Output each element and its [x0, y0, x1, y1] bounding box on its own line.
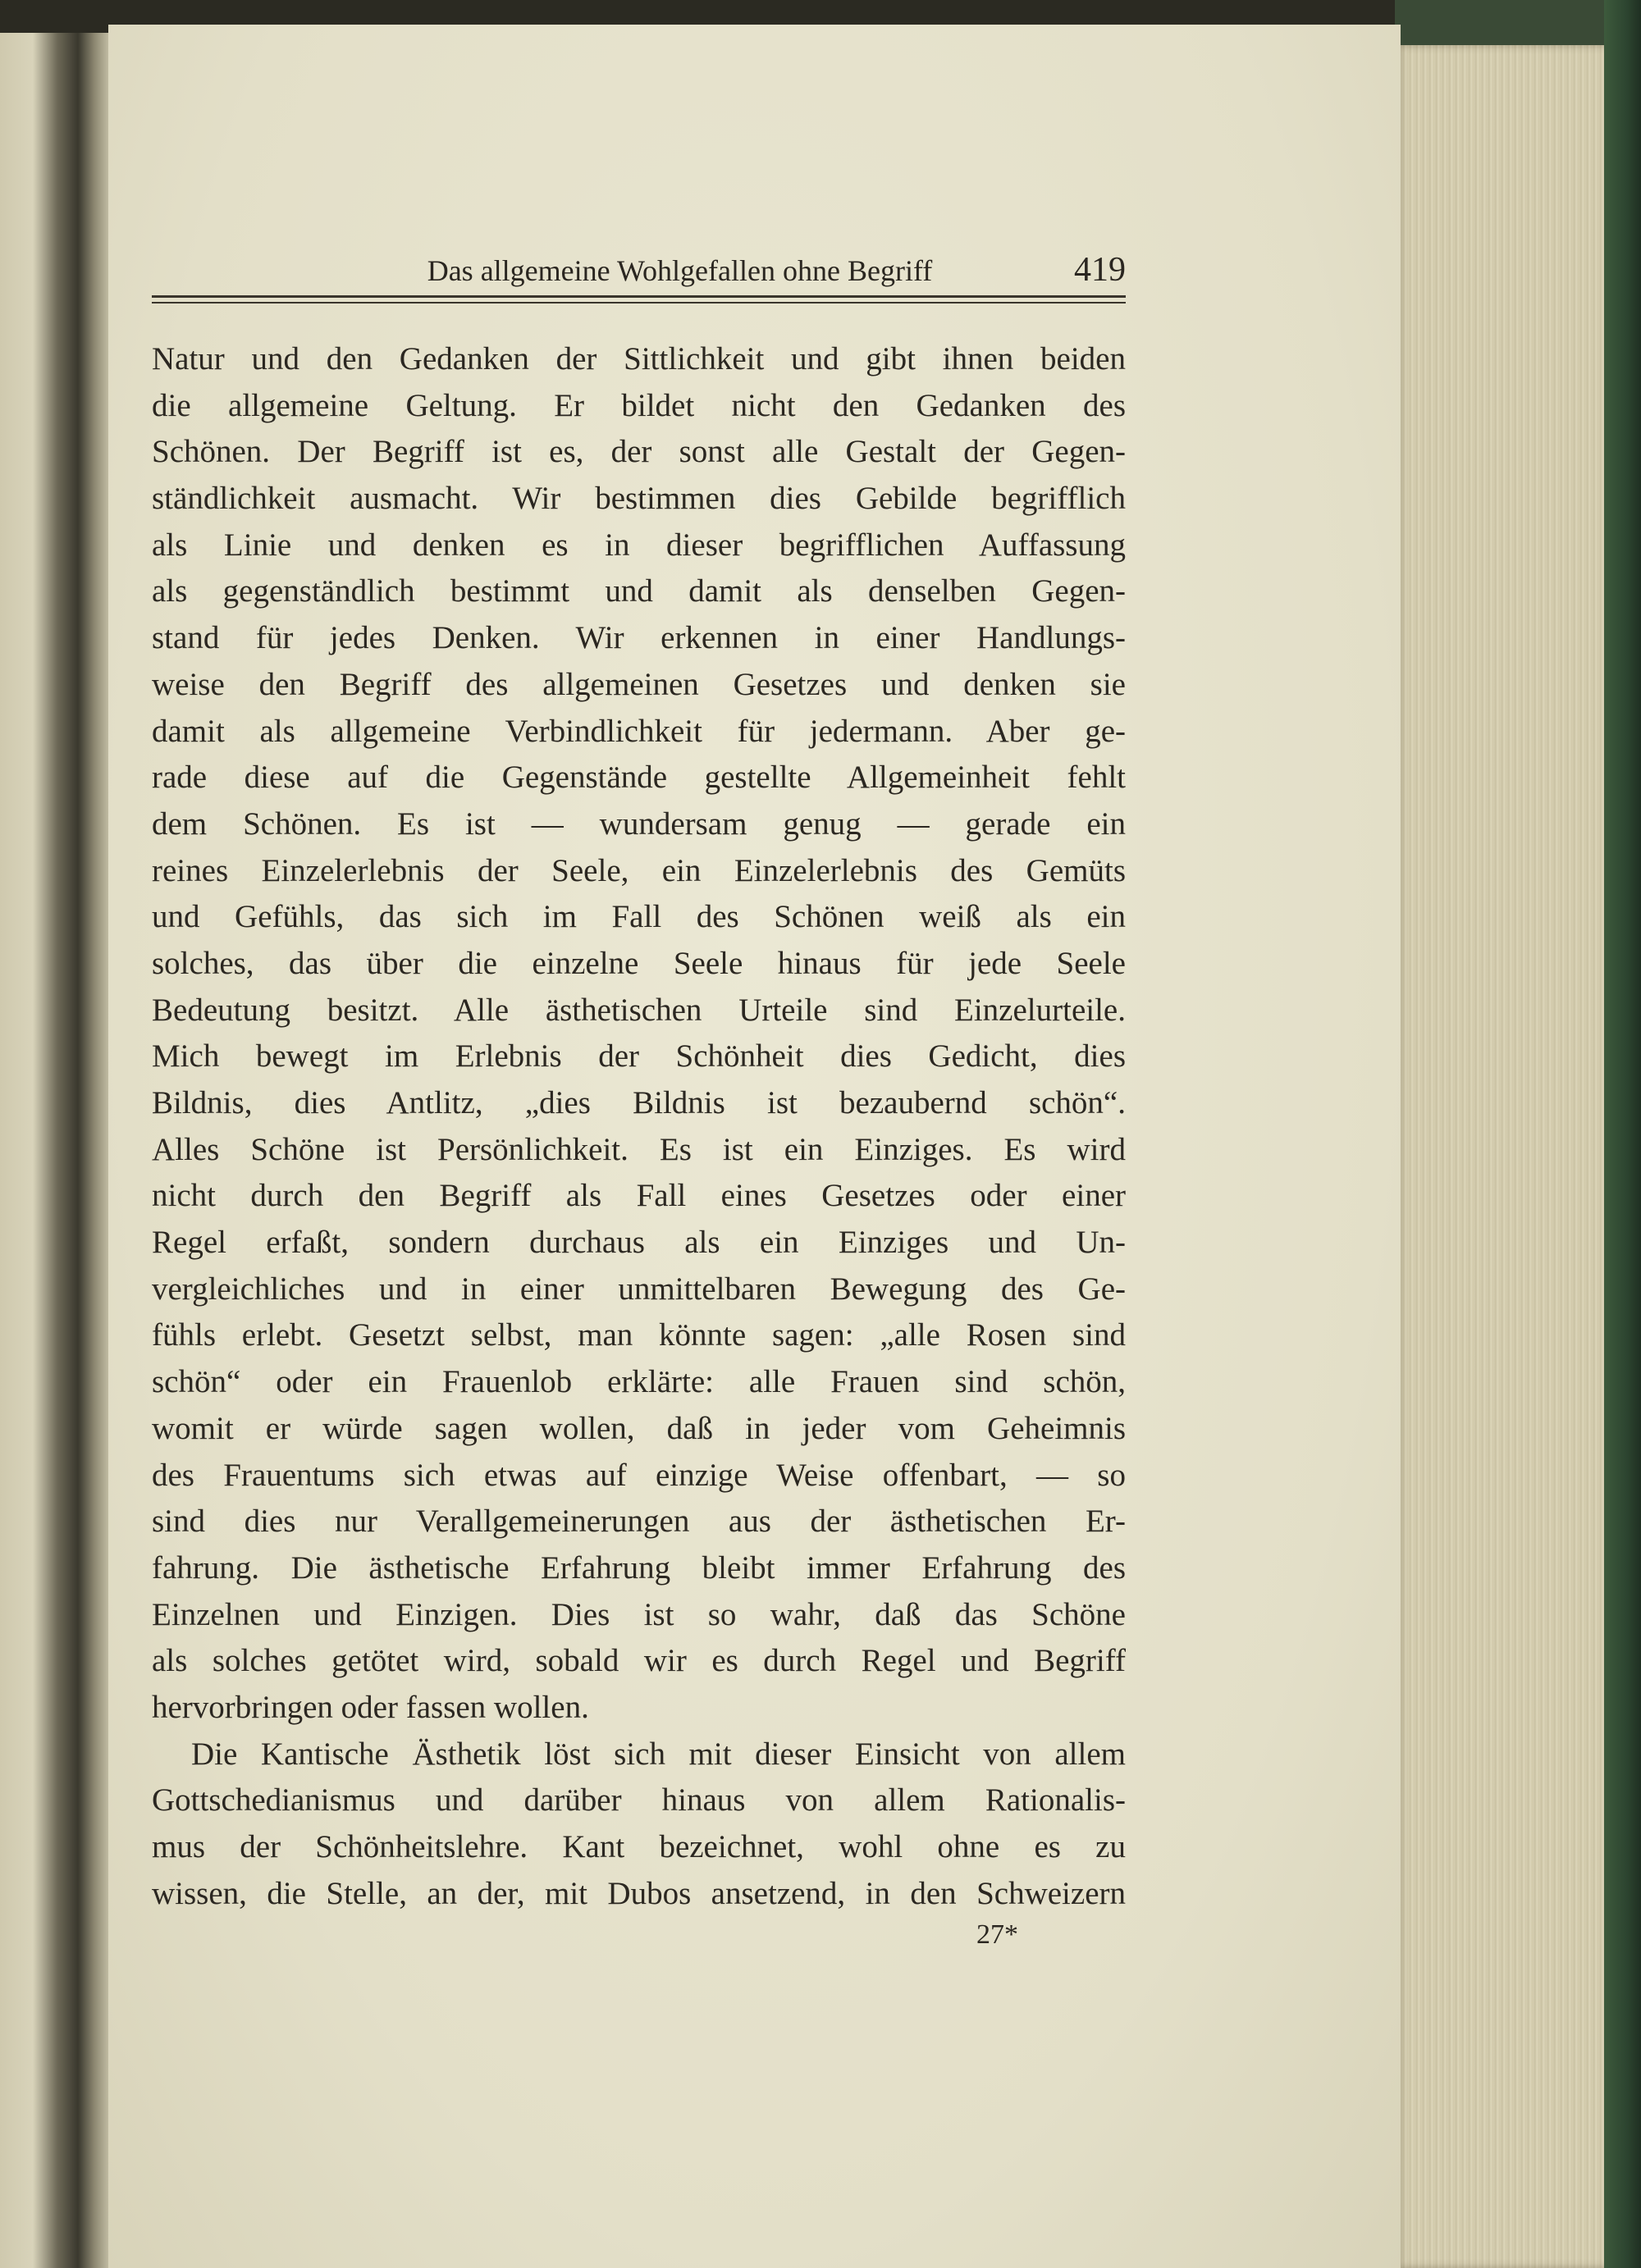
text-line: als solches getötet wird, sobald wir es durch Regel und Begriff: [152, 1643, 1126, 1679]
text-line: nicht durch den Begriff als Fall eines Gesetzes oder einer: [152, 1178, 1126, 1214]
header-rule-top: [152, 295, 1126, 298]
text-line: schön“ oder ein Frauenlob erklärte: alle Frauen sind schön,: [152, 1364, 1126, 1400]
header-rule-bottom: [152, 302, 1126, 303]
text-line: Natur und den Gedanken der Sittlichkeit und gibt ihnen beiden: [152, 341, 1126, 376]
text-line: Die Kantische Ästhetik löst sich mit dieser Einsicht von allem: [191, 1736, 1126, 1772]
signature-mark: 27*: [976, 1919, 1018, 1950]
text-line: fühls erlebt. Gesetzt selbst, man könnte sagen: „alle Rosen sind: [152, 1317, 1126, 1353]
text-line: stand für jedes Denken. Wir erkennen in einer Handlungs-: [152, 620, 1126, 656]
text-line: wissen, die Stelle, an der, mit Dubos ansetzend, in den Schweizern: [152, 1875, 1126, 1911]
text-line: dem Schönen. Es ist — wundersam genug — gerade ein: [152, 805, 1126, 842]
page-header: [152, 250, 1126, 291]
text-line: des Frauentums sich etwas auf einzige Weise offenbart, — so: [152, 1457, 1126, 1493]
page-block-edges: [1395, 45, 1607, 2268]
text-line: damit als allgemeine Verbindlichkeit für jedermann. Aber ge-: [152, 713, 1126, 749]
text-line: fahrung. Die ästhetische Erfahrung bleibt immer Erfahrung des: [152, 1549, 1126, 1586]
book-cover: [1604, 0, 1641, 2268]
text-line: Schönen. Der Begriff ist es, der sonst alle Gestalt der Gegen-: [152, 434, 1126, 470]
text-line: Regel erfaßt, sondern durchaus als ein Einziges und Un-: [152, 1225, 1126, 1261]
text-line: vergleichliches und in einer unmittelbaren Bewegung des Ge-: [152, 1271, 1126, 1307]
text-line: solches, das über die einzelne Seele hinaus für jede Seele: [152, 945, 1126, 981]
text-line: als gegenständlich bestimmt und damit als denselben Gegen-: [152, 573, 1126, 609]
facing-page-edge: [0, 33, 111, 2268]
text-line: Bildnis, dies Antlitz, „dies Bildnis ist bezaubernd schön“.: [152, 1085, 1126, 1120]
text-line: reines Einzelerlebnis der Seele, ein Einzelerlebnis des Gemüts: [152, 852, 1126, 888]
text-line: und Gefühls, das sich im Fall des Schönen weiß als ein: [152, 899, 1126, 935]
text-line: als Linie und denken es in dieser begrifflichen Auffassung: [152, 527, 1126, 563]
body-text: [152, 336, 1126, 1917]
page-number: 419: [1074, 251, 1126, 289]
text-line: hervorbringen oder fassen wollen.: [152, 1689, 589, 1725]
text-line: womit er würde sagen wollen, daß in jeder vom Geheimnis: [152, 1410, 1126, 1446]
text-line: ständlichkeit ausmacht. Wir bestimmen dies Gebilde begrifflich: [152, 481, 1126, 517]
text-line: Bedeutung besitzt. Alle ästhetischen Urteile sind Einzelurteile.: [152, 992, 1126, 1028]
text-line: mus der Schönheitslehre. Kant bezeichnet, wohl ohne es zu: [152, 1829, 1126, 1864]
text-line: sind dies nur Verallgemeinerungen aus der ästhetischen Er-: [152, 1504, 1126, 1540]
text-line: rade diese auf die Gegenstände gestellte Allgemeinheit fehlt: [152, 760, 1126, 796]
text-line: die allgemeine Geltung. Er bildet nicht den Gedanken des: [152, 387, 1126, 423]
text-line: Einzelnen und Einzigen. Dies ist so wahr, daß das Schöne: [152, 1596, 1126, 1632]
binding-top: [1395, 0, 1608, 45]
text-line: weise den Begriff des allgemeinen Gesetzes und denken sie: [152, 666, 1126, 702]
text-line: Alles Schöne ist Persönlichkeit. Es ist ein Einziges. Es wird: [152, 1131, 1126, 1167]
running-head: Das allgemeine Wohlgefallen ohne Begriff: [427, 254, 933, 287]
text-line: Mich bewegt im Erlebnis der Schönheit dies Gedicht, dies: [152, 1038, 1126, 1075]
text-line: Gottschedianismus und darüber hinaus von allem Rationalis-: [152, 1782, 1126, 1819]
